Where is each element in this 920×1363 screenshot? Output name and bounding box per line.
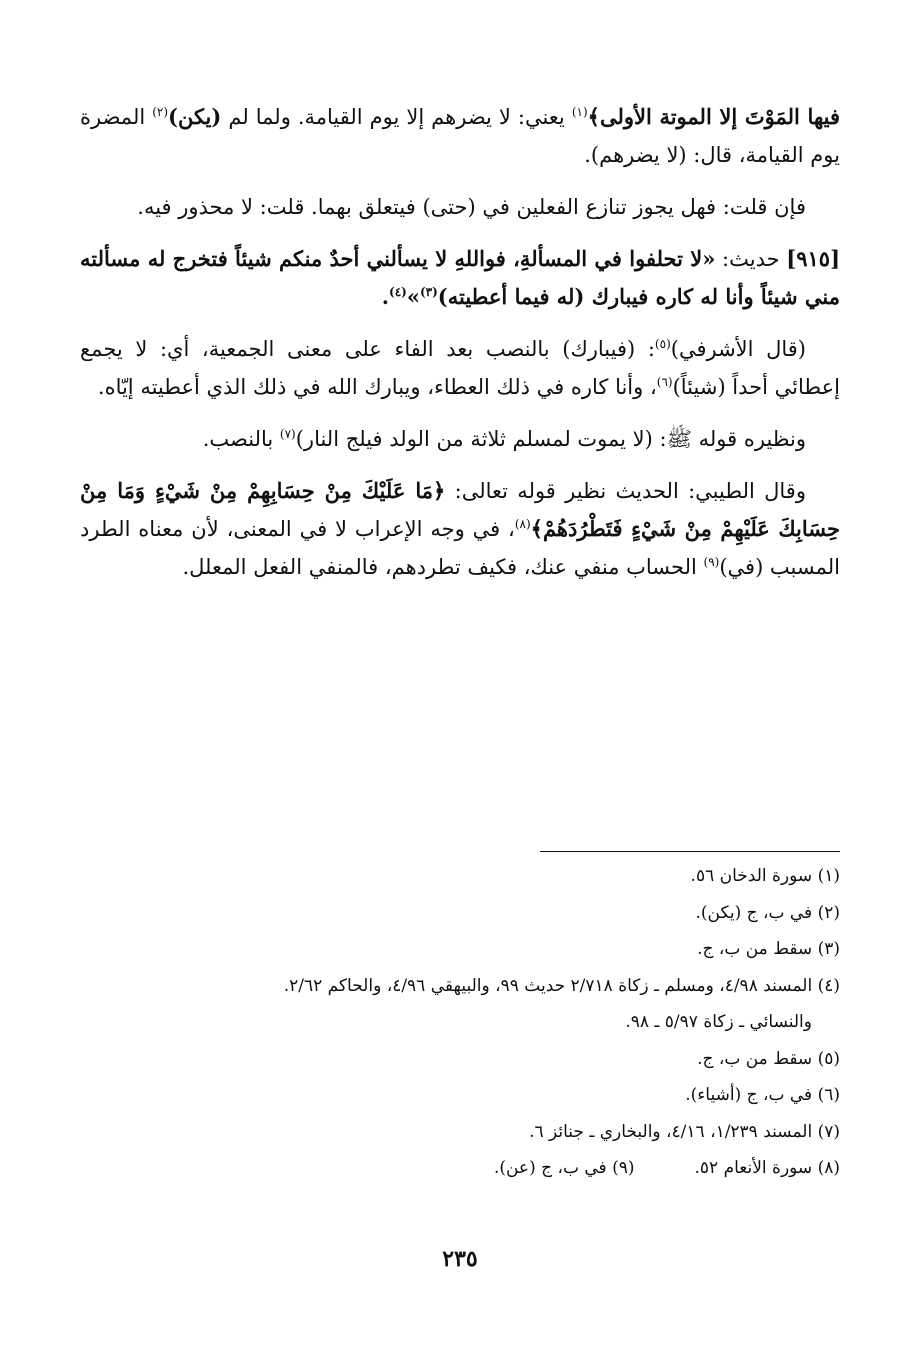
paragraph-6 <box>80 472 840 586</box>
footnote-8: (٨) سورة الأنعام ٥٢. <box>694 1158 840 1178</box>
footnote-6: (٦) في ب، ج (أشياء). <box>685 1085 840 1105</box>
footnote-9: (٩) في ب، ج (عن). <box>493 1158 635 1178</box>
footnote-7: (٧) المسند ١/٢٣٩، ٤/١٦، والبخاري ـ جنائز ٦. <box>529 1121 840 1142</box>
footnote-ref-6: (٦) <box>656 375 673 389</box>
text: المضرة يوم القيامة، قال: (لا يضرهم). <box>80 105 840 167</box>
footnote-ref-9: (٩) <box>703 555 720 569</box>
quote-close: » <box>406 284 420 309</box>
footnote-ref-8: (٨) <box>514 517 531 531</box>
text: الحساب منفي عنك، فكيف تطردهم، فالمنفي الفعل المعلل. <box>182 555 704 579</box>
hadith-text: «لا تحلفوا في المسألةِ، فواللهِ لا يسألني أحدٌ منكم شيئاً فتخرج له مسألته مني شيئاً وأنا له كاره فيبارك (له فيما أعطيته) <box>80 246 840 309</box>
text: : (فيبارك) بالنصب بعد الفاء على معنى الجمعية، أي: لا يجمع إعطائي أحداً (شيئاً) <box>80 337 840 399</box>
text: . <box>381 284 390 309</box>
paragraph-1 <box>80 98 840 174</box>
text: وقال الطيبي: الحديث نظير قوله تعالى: <box>445 479 806 503</box>
text: ، وأنا كاره في ذلك العطاء، ويبارك الله في ذلك الذي أعطيته إيّاه. <box>97 375 657 399</box>
paragraph-5 <box>80 420 840 458</box>
footnote-1: (١) سورة الدخان ٥٦. <box>690 866 840 886</box>
quran-quote: ﴿مَا عَلَيْكَ مِنْ حِسَابِهِمْ مِنْ شَيْءٍ وَمَا مِنْ حِسَابِكَ عَلَيْهِمْ مِنْ شَيْءٍ فَتَطْرُدَهُمْ﴾ <box>80 478 841 541</box>
text: ونظيره قوله ﷺ: (لا يموت لمسلم ثلاثة من الولد فيلج النار) <box>295 427 806 451</box>
paragraph-2: فإن قلت: فهل يجوز تنازع الفعلين في (حتى) فيتعلق بهما. قلت: لا محذور فيه. <box>137 195 806 219</box>
paragraph-4 <box>80 330 840 406</box>
word-yakun: (يكن) <box>168 104 222 129</box>
footnote-ref-4: (٤) <box>389 285 407 299</box>
text: (قال الأشرفي) <box>670 337 806 361</box>
hadith-paragraph <box>80 240 840 316</box>
text: بالنصب. <box>202 427 280 451</box>
footnote-ref-3: (٣) <box>419 285 438 299</box>
footnote-3: (٣) سقط من ب، ج. <box>697 939 840 959</box>
footnote-2: (٢) في ب، ج (يكن). <box>695 902 840 923</box>
footnote-divider <box>540 851 840 852</box>
page-number: ٢٣٥ <box>442 1246 478 1272</box>
footnote-row-8-9 <box>80 1150 840 1187</box>
footnote-4: (٤) المسند ٤/٩٨، ومسلم ـ زكاة ٢/٧١٨ حديث ٩٩، والبيهقي ٤/٩٦، والحاكم ٢/٦٢. <box>283 975 840 996</box>
footnote-ref-7: (٧) <box>279 427 296 441</box>
footnotes <box>80 858 840 1187</box>
text: يعني: لا يضرهم إلا يوم القيامة. ولما لم <box>221 105 572 129</box>
text: ، في وجه الإعراب لا في المعنى، لأن معناه الطرد المسبب (في) <box>80 517 840 579</box>
hadith-number: [٩١٥] <box>786 246 840 271</box>
footnote-ref-2: (٢) <box>152 105 169 119</box>
quran-quote: فيها المَوْتَ إلا الموتة الأولى﴾ <box>587 104 840 129</box>
hadith-label: حديث: <box>715 247 787 271</box>
footnote-5: (٥) سقط من ب، ج. <box>697 1048 840 1069</box>
footnote-ref-5: (٥) <box>654 337 671 351</box>
footnote-ref-1: (١) <box>571 105 588 119</box>
footnote-4-continuation: والنسائي ـ زكاة ٥/٩٧ ـ ٩٨. <box>625 1012 812 1032</box>
main-text <box>80 98 840 600</box>
